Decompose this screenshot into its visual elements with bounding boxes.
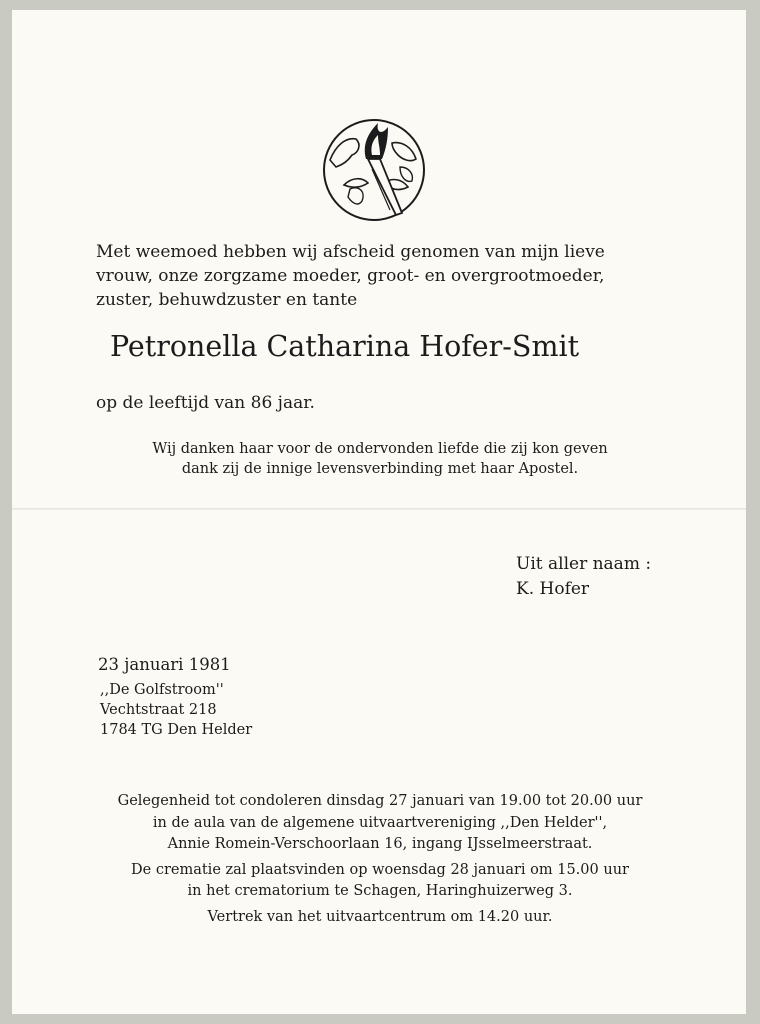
signature-line-1: Uit aller naam : [516, 554, 652, 574]
globe-torch-icon [322, 115, 428, 223]
intro-line-2: vrouw, onze zorgzame moeder, groot- en overgrootmoeder, [96, 266, 605, 286]
info-line-3: Annie Romein-Verschoorlaan 16, ingang IJsselmeerstraat. [167, 836, 593, 852]
intro-line-1: Met weemoed hebben wij afscheid genomen van mijn lieve [96, 242, 605, 262]
info-line-4: De crematie zal plaatsvinden op woensdag 28 januari om 15.00 uur [131, 862, 629, 878]
date: 23 januari 1981 [98, 655, 231, 674]
signature-name: K. Hofer [516, 579, 590, 599]
address-line-2: Vechtstraat 218 [100, 702, 217, 718]
address-line-1: ,,De Golfstroom'' [100, 682, 224, 698]
info-line-2: in de aula van de algemene uitvaartvereniging ,,Den Helder'', [152, 815, 608, 831]
address-line-3: 1784 TG Den Helder [100, 722, 253, 738]
info-line-5: in het crematorium te Schagen, Haringhuizerweg 3. [187, 883, 573, 899]
info-line-1: Gelegenheid tot condoleren dinsdag 27 januari van 19.00 tot 20.00 uur [117, 793, 643, 809]
thanks-line-1: Wij danken haar voor de ondervonden liefde die zij kon geven [152, 441, 608, 457]
thanks-line-2: dank zij de innige levensverbinding met haar Apostel. [181, 461, 579, 477]
age-line: op de leeftijd van 86 jaar. [96, 393, 315, 413]
intro-line-3: zuster, behuwdzuster en tante [96, 290, 358, 310]
fold-line [12, 508, 746, 510]
deceased-name: Petronella Catharina Hofer-Smit [110, 330, 580, 363]
info-line-6: Vertrek van het uitvaartcentrum om 14.20 uur. [207, 909, 553, 925]
